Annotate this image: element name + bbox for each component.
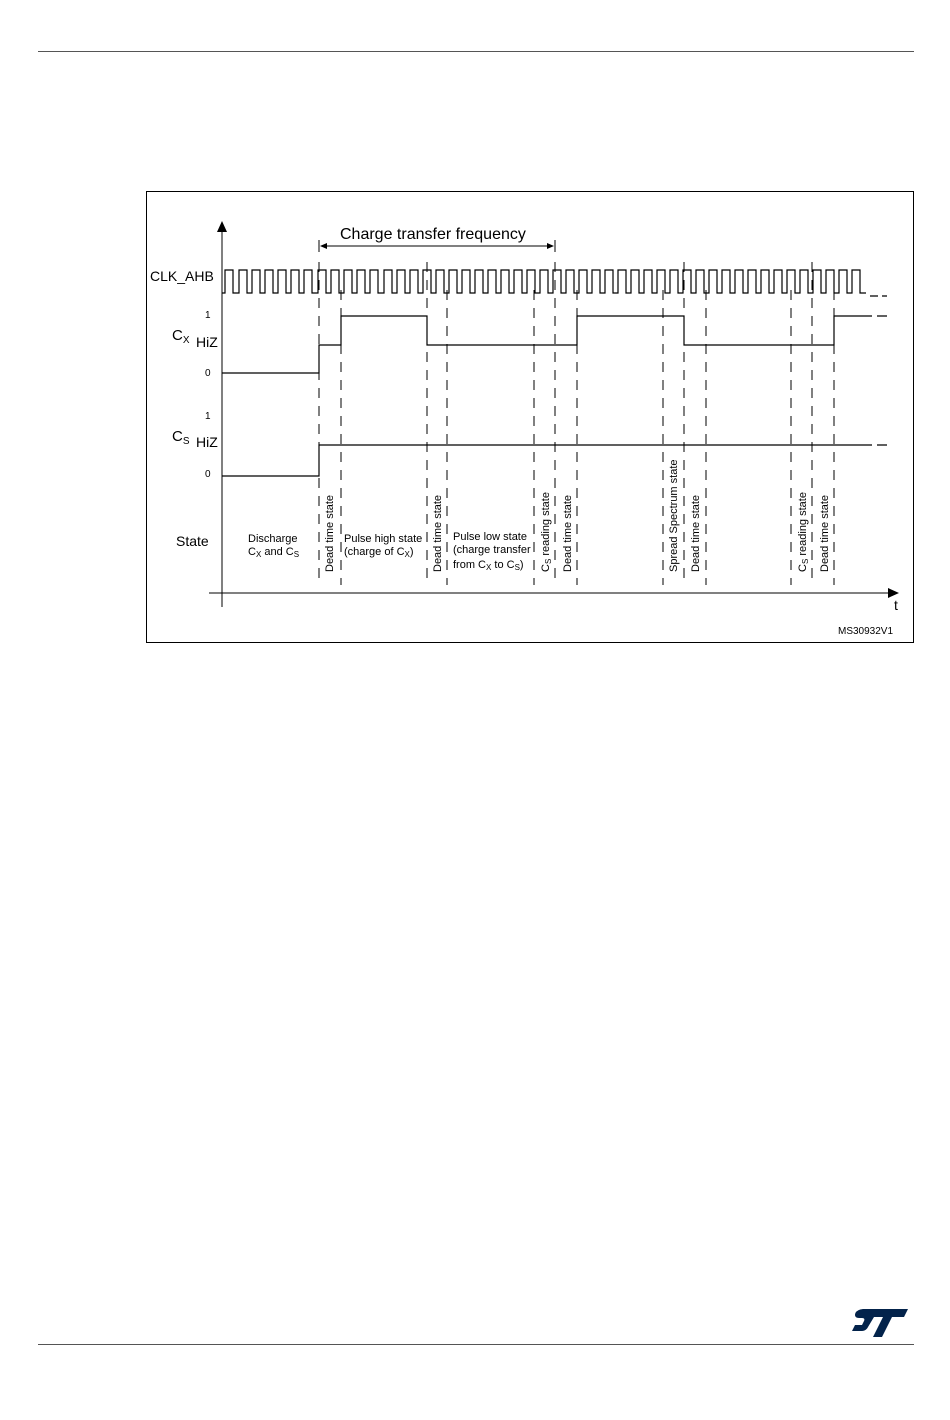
dead-time-state-label: Dead time state: [324, 494, 336, 572]
cx-waveform: [222, 316, 862, 373]
time-axis-label: t: [894, 597, 898, 613]
clk-label: CLK_AHB: [150, 268, 214, 284]
figure-reference: MS30932V1: [838, 626, 894, 637]
frequency-title: Charge transfer frequency: [340, 226, 526, 243]
st-logo-shape: [852, 1309, 908, 1337]
dead-time-state-label: Dead time state: [432, 494, 444, 572]
cs-reading-state-label: CS reading state: [540, 492, 553, 572]
frequency-arrow-right-icon: [547, 243, 554, 249]
pulse-low-state-label-line3: from CX to CS): [453, 559, 524, 572]
cx-label: $C_X$: [172, 327, 190, 346]
discharge-state-label-line2: CX and CS: [248, 546, 300, 559]
cx-level-one: 1: [205, 310, 211, 321]
st-logo: [850, 1305, 910, 1341]
dead-time-state-label: Dead time state: [562, 494, 574, 572]
cx-level-zero: 0: [205, 368, 211, 379]
state-label: State: [176, 533, 209, 549]
figure-frame: [147, 192, 914, 643]
spread-spectrum-state-label: Spread Spectrum state: [668, 459, 680, 572]
cs-reading-state-label: CS reading state: [797, 492, 810, 572]
cs-level-one: 1: [205, 411, 211, 422]
dead-time-state-label: Dead time state: [690, 494, 702, 572]
dead-time-state-label: Dead time state: [819, 494, 831, 572]
pulse-low-state-label: Pulse low state: [453, 531, 527, 543]
frequency-arrow-left-icon: [320, 243, 327, 249]
discharge-state-label: Discharge: [248, 533, 298, 545]
pulse-high-state-label: Pulse high state: [344, 533, 423, 545]
y-axis-arrow-icon: [217, 221, 227, 232]
cs-label: $C_S$: [172, 428, 190, 447]
cs-level-zero: 0: [205, 469, 211, 480]
pulse-high-state-label-line2: (charge of CX): [344, 546, 414, 559]
cs-hiz-label: HiZ: [196, 434, 218, 450]
pulse-low-state-label-line2: (charge transfer: [453, 544, 531, 556]
cs-waveform: [222, 445, 862, 476]
cx-hiz-label: HiZ: [196, 334, 218, 350]
